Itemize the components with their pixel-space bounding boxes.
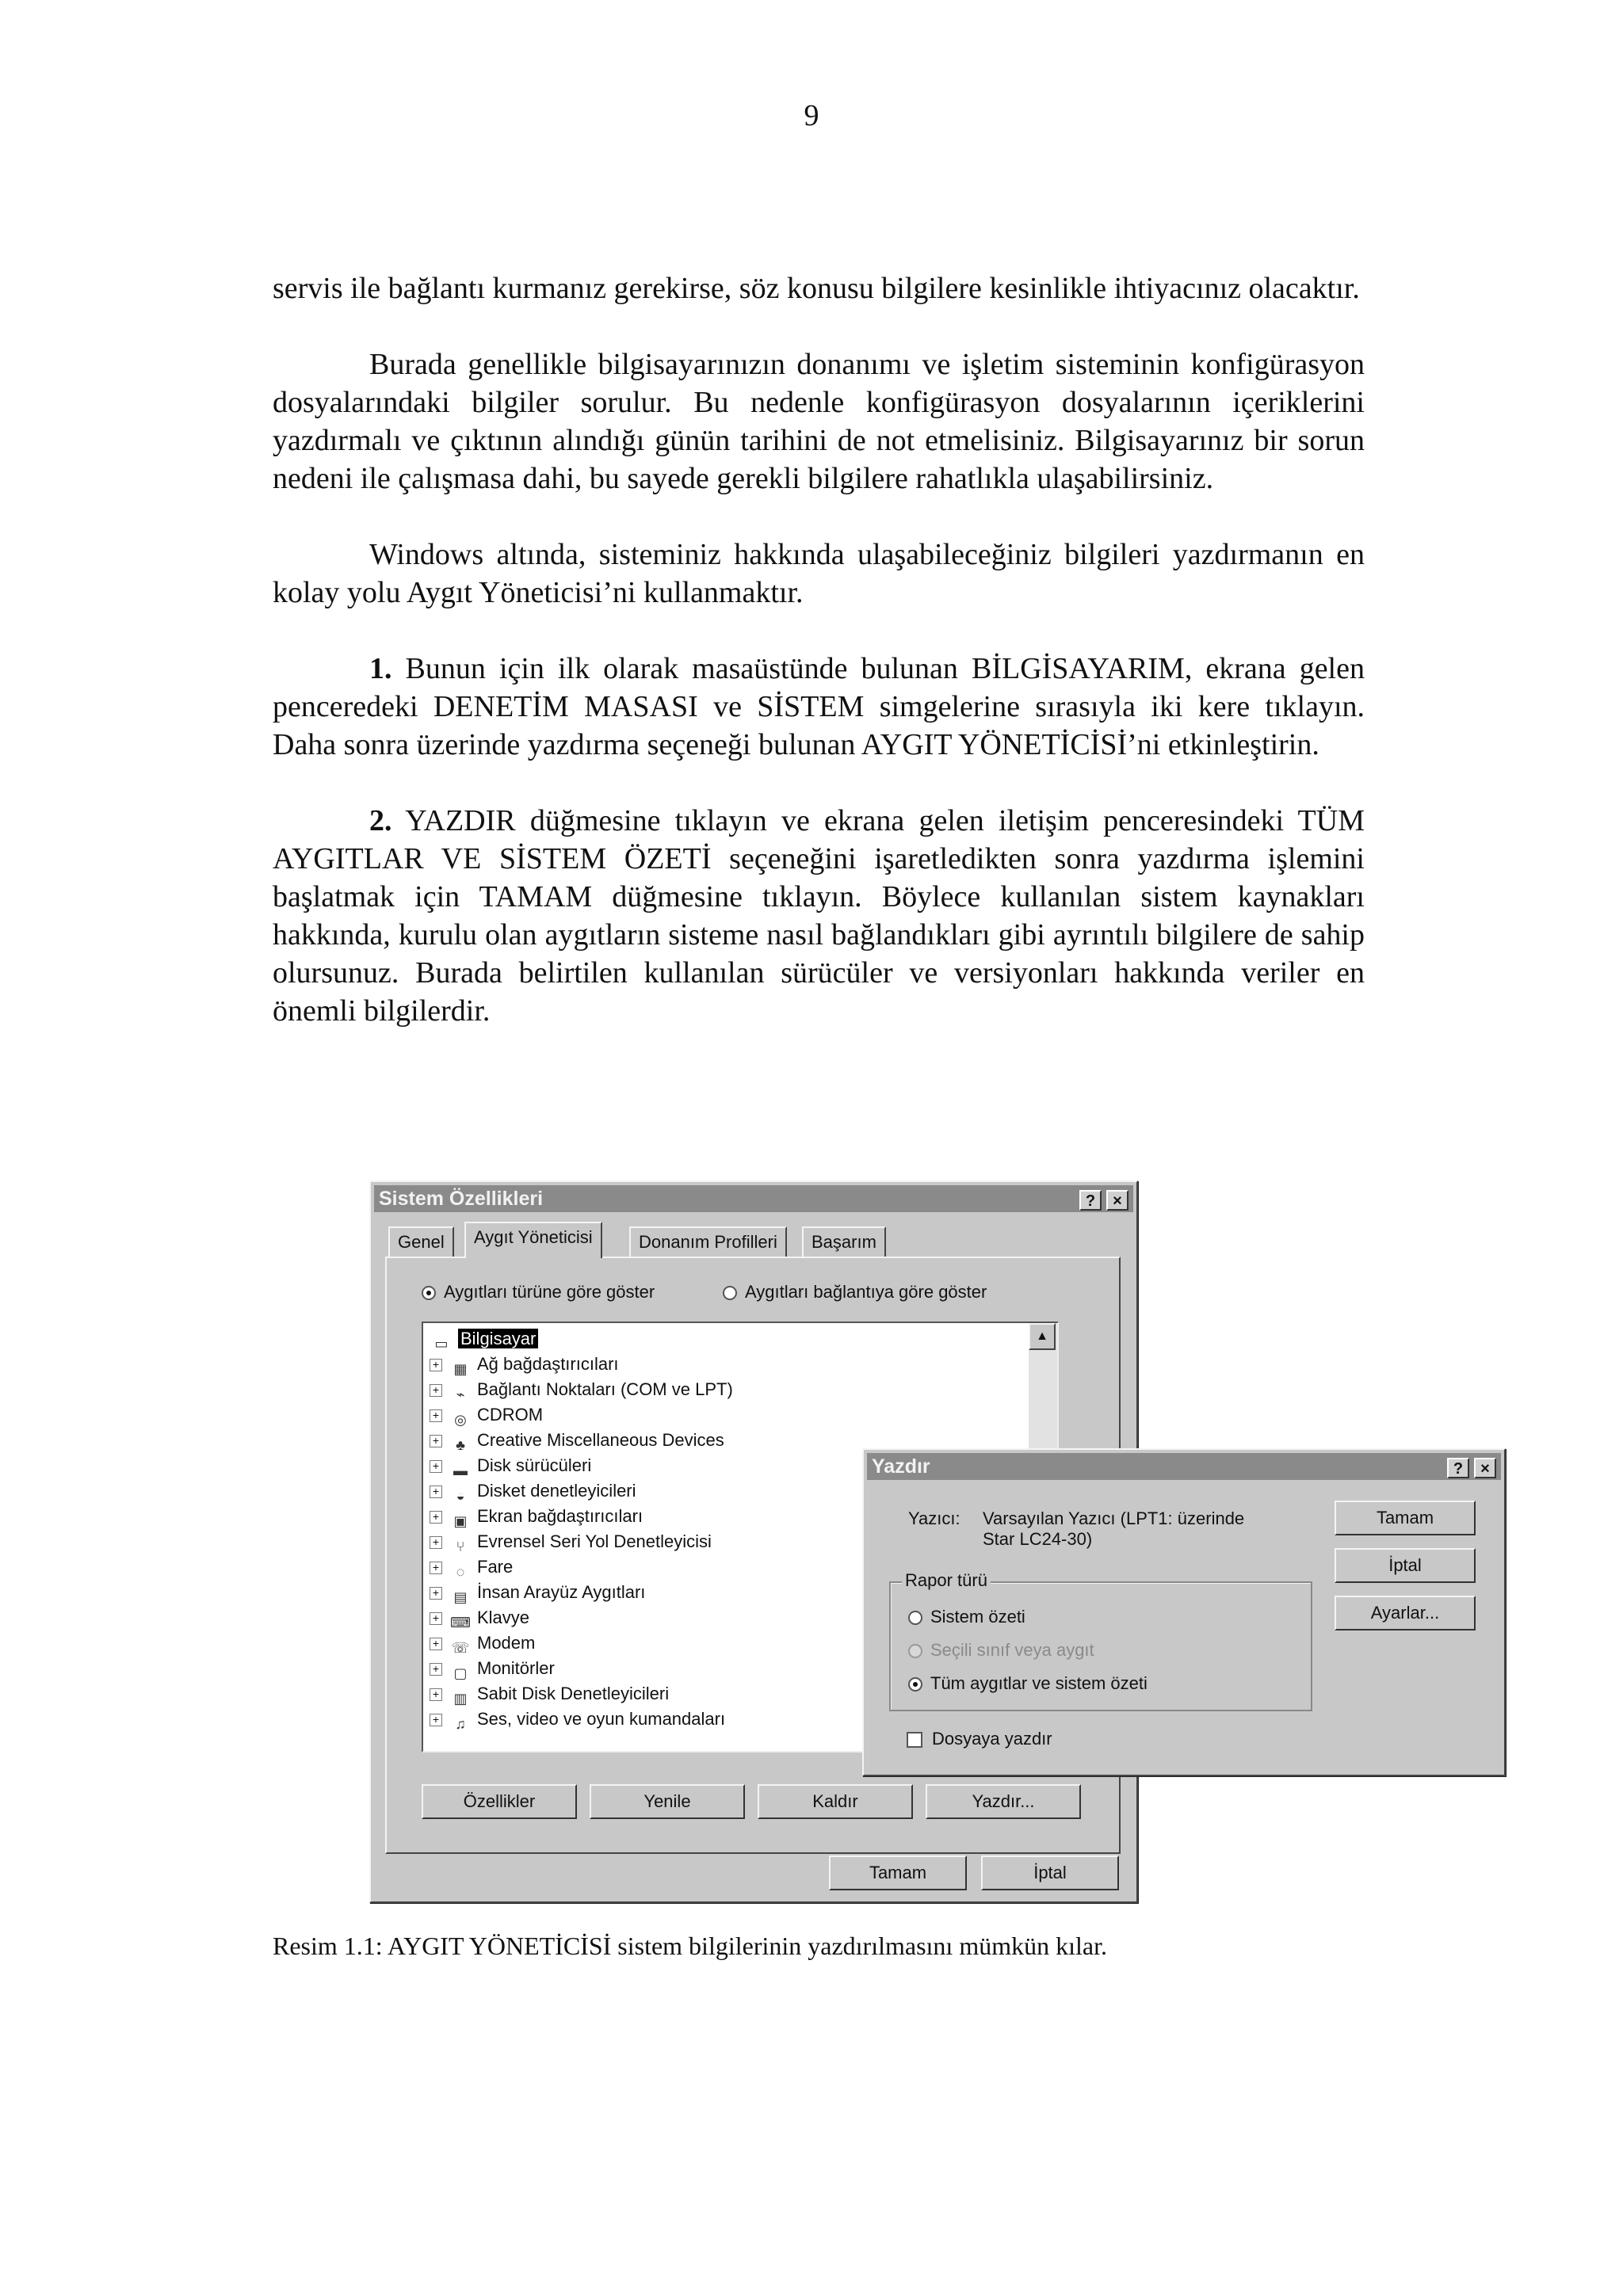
print-help-button[interactable]: ? (1447, 1458, 1469, 1478)
radio-all-devices-label: Tüm aygıtlar ve sistem özeti (930, 1673, 1148, 1693)
computer-icon: ▭ (434, 1336, 449, 1352)
step-1-text: Bunun için ilk olarak masaüstünde bulunan BİLGİSAYARIM, ekrana gelen penceredeki DENETİM MASASI ve SİSTEM simgelerine sırasıyla iki kere tıklayın. Daha sonra üzerinde yazdırma seçeneği bulunan AYGIT YÖNETİCİSİ’ni etkinleştirin. (273, 652, 1365, 761)
expand-icon: + (430, 1612, 442, 1625)
mouse-icon: ◌ (456, 1564, 465, 1581)
usb-icon: ⑂ (456, 1539, 465, 1555)
radio-by-connection-label: Aygıtları bağlantıya göre göster (745, 1282, 987, 1302)
device-icon: ♣ (456, 1437, 465, 1454)
expand-icon: + (430, 1638, 442, 1650)
tree-item-label: Creative Miscellaneous Devices (477, 1430, 724, 1450)
tree-item-label: Klavye (477, 1608, 530, 1627)
radio-disabled-icon (908, 1644, 922, 1658)
radio-by-type[interactable] (422, 1282, 655, 1302)
properties-button[interactable]: Özellikler (422, 1784, 577, 1819)
step-2-number: 2. (369, 804, 392, 837)
window-title: Sistem Özellikleri (379, 1188, 544, 1210)
title-bar (374, 1185, 1133, 1212)
tab-basarim[interactable]: Başarım (802, 1226, 886, 1257)
expand-icon: + (430, 1714, 442, 1726)
expand-icon: + (430, 1359, 442, 1371)
tree-item[interactable] (430, 1630, 535, 1656)
tree-item[interactable] (430, 1656, 555, 1681)
print-to-file-label: Dosyaya yazdır (932, 1729, 1052, 1749)
expand-icon: + (430, 1562, 442, 1574)
print-dialog (862, 1448, 1506, 1776)
radio-selected-class-label: Seçili sınıf veya aygıt (930, 1640, 1094, 1660)
tree-item-label: Disk sürücüleri (477, 1455, 592, 1475)
checkbox-icon (907, 1732, 922, 1748)
radio-empty-icon (723, 1286, 737, 1300)
step-1 (273, 650, 1365, 764)
tree-item-label: Disket denetleyicileri (477, 1481, 636, 1501)
tree-item-label: Ekran bağdaştırıcıları (477, 1506, 643, 1526)
tree-item[interactable] (430, 1377, 733, 1402)
tree-item-label: İnsan Arayüz Aygıtları (477, 1582, 646, 1602)
radio-selected-icon (908, 1677, 922, 1691)
paragraph-1: servis ile bağlantı kurmanız gerekirse, söz konusu bilgilere kesinlikle ihtiyacınız olacaktır. (273, 272, 1360, 305)
remove-button[interactable]: Kaldır (758, 1784, 913, 1819)
radio-by-connection[interactable] (723, 1282, 987, 1302)
expand-icon: + (430, 1435, 442, 1447)
tree-item-label: Modem (477, 1633, 536, 1653)
tree-item-label: Monitörler (477, 1658, 555, 1678)
tree-item[interactable] (430, 1580, 645, 1605)
sound-icon: ♫ (455, 1716, 466, 1733)
display-adapter-icon: ▣ (453, 1513, 468, 1530)
print-close-button[interactable]: × (1474, 1458, 1496, 1478)
tree-item[interactable] (430, 1478, 636, 1504)
step-2-text: YAZDIR düğmesine tıklayın ve ekrana gelen iletişim penceresindeki TÜM AYGITLAR VE SİSTEM ÖZETİ seçeneğini işaretledikten sonra yazdırma işlemini başlatmak için TAMAM düğmesine tıklayın. Böylece kullanılan sistem kaynakları hakkında, kurulu olan aygıtların sisteme nasıl bağlandıkları gibi ayrıntılı bilgilere de sahip olursunuz. Burada belirtilen kullanılan sürücüler ve versiyonları hakkında veriler en önemli bilgilerdir. (273, 804, 1365, 1028)
tree-item-label: Ağ bağdaştırıcıları (477, 1354, 619, 1374)
expand-icon: + (430, 1536, 442, 1549)
expand-icon: + (430, 1384, 442, 1397)
tab-donanim-profilleri[interactable]: Donanım Profilleri (629, 1226, 787, 1257)
expand-icon: + (430, 1409, 442, 1422)
tree-item-label: Bağlantı Noktaları (COM ve LPT) (477, 1379, 733, 1399)
printer-value-line2: Star LC24-30) (983, 1529, 1093, 1549)
keyboard-icon: ⌨ (450, 1615, 471, 1631)
expand-icon: + (430, 1486, 442, 1498)
radio-selected-icon (422, 1286, 436, 1300)
tree-item[interactable] (430, 1554, 513, 1580)
ok-button[interactable]: Tamam (829, 1855, 967, 1890)
tree-item-label: CDROM (477, 1405, 544, 1425)
tree-item[interactable] (430, 1529, 712, 1554)
tree-item[interactable] (430, 1707, 725, 1732)
print-to-file-checkbox[interactable] (907, 1729, 1052, 1749)
printer-value-line1: Varsayılan Yazıcı (LPT1: üzerinde (983, 1508, 1245, 1528)
figure-caption: Resim 1.1: AYGIT YÖNETİCİSİ sistem bilgilerinin yazdırılmasını mümkün kılar. (273, 1932, 1107, 1960)
print-cancel-button[interactable]: İptal (1335, 1548, 1476, 1583)
modem-icon: ☏ (451, 1640, 470, 1657)
radio-selected-class (908, 1640, 1094, 1661)
radio-by-type-label: Aygıtları türüne göre göster (444, 1282, 655, 1302)
print-dialog-title-bar (867, 1453, 1501, 1480)
tree-item-label: Evrensel Seri Yol Denetleyicisi (477, 1531, 712, 1551)
help-button[interactable]: ? (1079, 1190, 1102, 1211)
expand-icon: + (430, 1587, 442, 1600)
expand-icon: + (430, 1663, 442, 1676)
disk-drive-icon: ▬ (453, 1463, 468, 1479)
radio-empty-icon (908, 1611, 922, 1625)
tree-root-label: Bilgisayar (458, 1329, 538, 1348)
hard-disk-controller-icon: ▥ (453, 1691, 468, 1707)
tree-item[interactable] (430, 1352, 619, 1377)
paragraph-2: Burada genellikle bilgisayarınızın donanımı ve işletim sisteminin konfigürasyon dosyalarındaki bilgiler sorulur. Bu nedenle konfigürasyon dosyalarının içeriklerini yazdırmalı ve çıktının alındığı günün tarihini de not etmelisiniz. Bilgisayarınız bir sorun nedeni ile çalışmasa dahi, bu sayede gerekli bilgilere rahatlıkla ulaşabilirsiniz. (273, 348, 1365, 495)
expand-icon: + (430, 1460, 442, 1473)
body-text (273, 269, 1365, 1068)
expand-icon: + (430, 1688, 442, 1701)
radio-system-summary[interactable] (908, 1607, 1025, 1627)
refresh-button[interactable]: Yenile (590, 1784, 745, 1819)
print-settings-button[interactable]: Ayarlar... (1335, 1596, 1476, 1630)
tree-item-label: Fare (477, 1557, 514, 1577)
step-1-number: 1. (369, 652, 392, 685)
tab-genel[interactable]: Genel (388, 1226, 454, 1257)
tree-item-label: Sabit Disk Denetleyicileri (477, 1684, 670, 1703)
radio-all-devices[interactable] (908, 1673, 1148, 1694)
print-dialog-title: Yazdır (872, 1455, 930, 1478)
tree-item[interactable] (430, 1681, 669, 1707)
tree-root[interactable] (430, 1326, 538, 1352)
print-button[interactable]: Yazdır... (926, 1784, 1081, 1819)
expand-icon: + (430, 1511, 442, 1524)
step-2 (273, 802, 1365, 1030)
tree-item[interactable] (430, 1453, 591, 1478)
cdrom-icon: ◎ (454, 1412, 467, 1428)
tree-item[interactable] (430, 1428, 724, 1453)
print-ok-button[interactable]: Tamam (1335, 1501, 1476, 1535)
monitor-icon: ▢ (453, 1665, 468, 1682)
page-number: 9 (804, 99, 819, 132)
floppy-controller-icon: ◒ (456, 1488, 465, 1505)
port-icon: ⌁ (456, 1386, 465, 1403)
tree-item[interactable] (430, 1504, 643, 1529)
scroll-up-icon[interactable]: ▲ (1029, 1323, 1056, 1350)
tree-item[interactable] (430, 1605, 529, 1630)
cancel-button[interactable]: İptal (981, 1855, 1119, 1890)
paragraph-3: Windows altında, sisteminiz hakkında ulaşabileceğiniz bilgileri yazdırmanın en kolay yolu Aygıt Yöneticisi’ni kullanmaktır. (273, 538, 1365, 609)
close-button[interactable]: × (1106, 1190, 1128, 1211)
radio-system-summary-label: Sistem özeti (930, 1607, 1025, 1627)
hid-icon: ▤ (453, 1589, 468, 1606)
report-type-group (889, 1570, 1312, 1711)
tree-item[interactable] (430, 1402, 543, 1428)
report-type-label: Rapor türü (902, 1570, 991, 1591)
network-adapter-icon: ▦ (453, 1361, 468, 1378)
tree-item-label: Ses, video ve oyun kumandaları (477, 1709, 726, 1729)
tab-aygit-yoneticisi[interactable]: Aygıt Yöneticisi (464, 1222, 602, 1258)
printer-label: Yazıcı: (908, 1508, 960, 1528)
